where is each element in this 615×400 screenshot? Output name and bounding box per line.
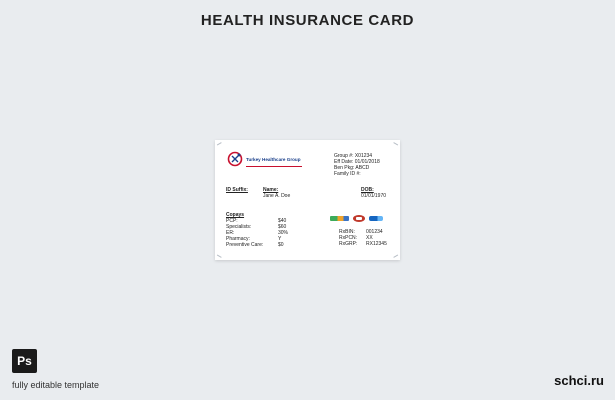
rx-key: RxGRP: bbox=[339, 241, 358, 247]
group-info-line: Ben Pkg: ABCD bbox=[334, 165, 370, 171]
rx-value: 001234 bbox=[366, 229, 383, 235]
rx-value: RX12345 bbox=[366, 241, 387, 247]
name-label: Name: bbox=[263, 187, 279, 193]
id-suffix-label: ID Suffix: bbox=[226, 187, 248, 193]
brand-name: Turkey Healthcare Group bbox=[246, 157, 301, 162]
copay-value: $60 bbox=[278, 224, 287, 230]
partner-logo-icon bbox=[369, 216, 383, 221]
group-info bbox=[334, 153, 380, 177]
card-corner-mark bbox=[217, 250, 224, 258]
partner-logo-icon bbox=[353, 215, 365, 222]
template-caption: fully editable template bbox=[12, 380, 100, 390]
copay-value: 30% bbox=[278, 230, 289, 236]
copays-section bbox=[226, 212, 288, 248]
partner-logo-icon bbox=[330, 216, 349, 221]
copay-value: $0 bbox=[278, 242, 284, 248]
group-info-line: Group #: X01234 bbox=[334, 153, 373, 159]
copays-title: Copays bbox=[226, 212, 245, 218]
healthcare-logo-icon bbox=[227, 151, 243, 167]
copay-row bbox=[226, 242, 288, 248]
rx-key: RxPCN: bbox=[339, 235, 358, 241]
member-name: Jane A. Doe bbox=[263, 193, 291, 199]
dob-label: DOB: bbox=[361, 187, 374, 193]
brand-underline bbox=[246, 166, 302, 167]
card-corner-mark bbox=[217, 142, 224, 150]
photoshop-icon: Ps bbox=[12, 349, 37, 373]
copay-value: Y bbox=[278, 236, 282, 242]
group-info-line: Eff Date: 01/01/2018 bbox=[334, 159, 380, 165]
rx-key: RxBIN: bbox=[339, 229, 355, 235]
rx-value: XX bbox=[366, 235, 373, 241]
dob-value: 01/01/1970 bbox=[361, 193, 387, 199]
site-watermark: schci.ru bbox=[554, 373, 604, 388]
copay-key: Pharmacy: bbox=[226, 236, 250, 242]
copay-value: $40 bbox=[278, 218, 287, 224]
rx-row bbox=[339, 241, 387, 247]
page-title: HEALTH INSURANCE CARD bbox=[200, 12, 415, 29]
copay-key: Preventive Care: bbox=[226, 242, 264, 248]
copay-key: ER: bbox=[226, 230, 235, 236]
rx-info bbox=[339, 229, 387, 247]
group-info-line: Family ID #: bbox=[334, 171, 361, 177]
card-corner-mark bbox=[391, 142, 398, 150]
partner-logos bbox=[330, 215, 383, 222]
copay-key: Specialists: bbox=[226, 224, 252, 230]
copay-key: PCP: bbox=[226, 218, 238, 224]
card-corner-mark bbox=[391, 250, 398, 258]
insurance-card bbox=[215, 140, 400, 260]
